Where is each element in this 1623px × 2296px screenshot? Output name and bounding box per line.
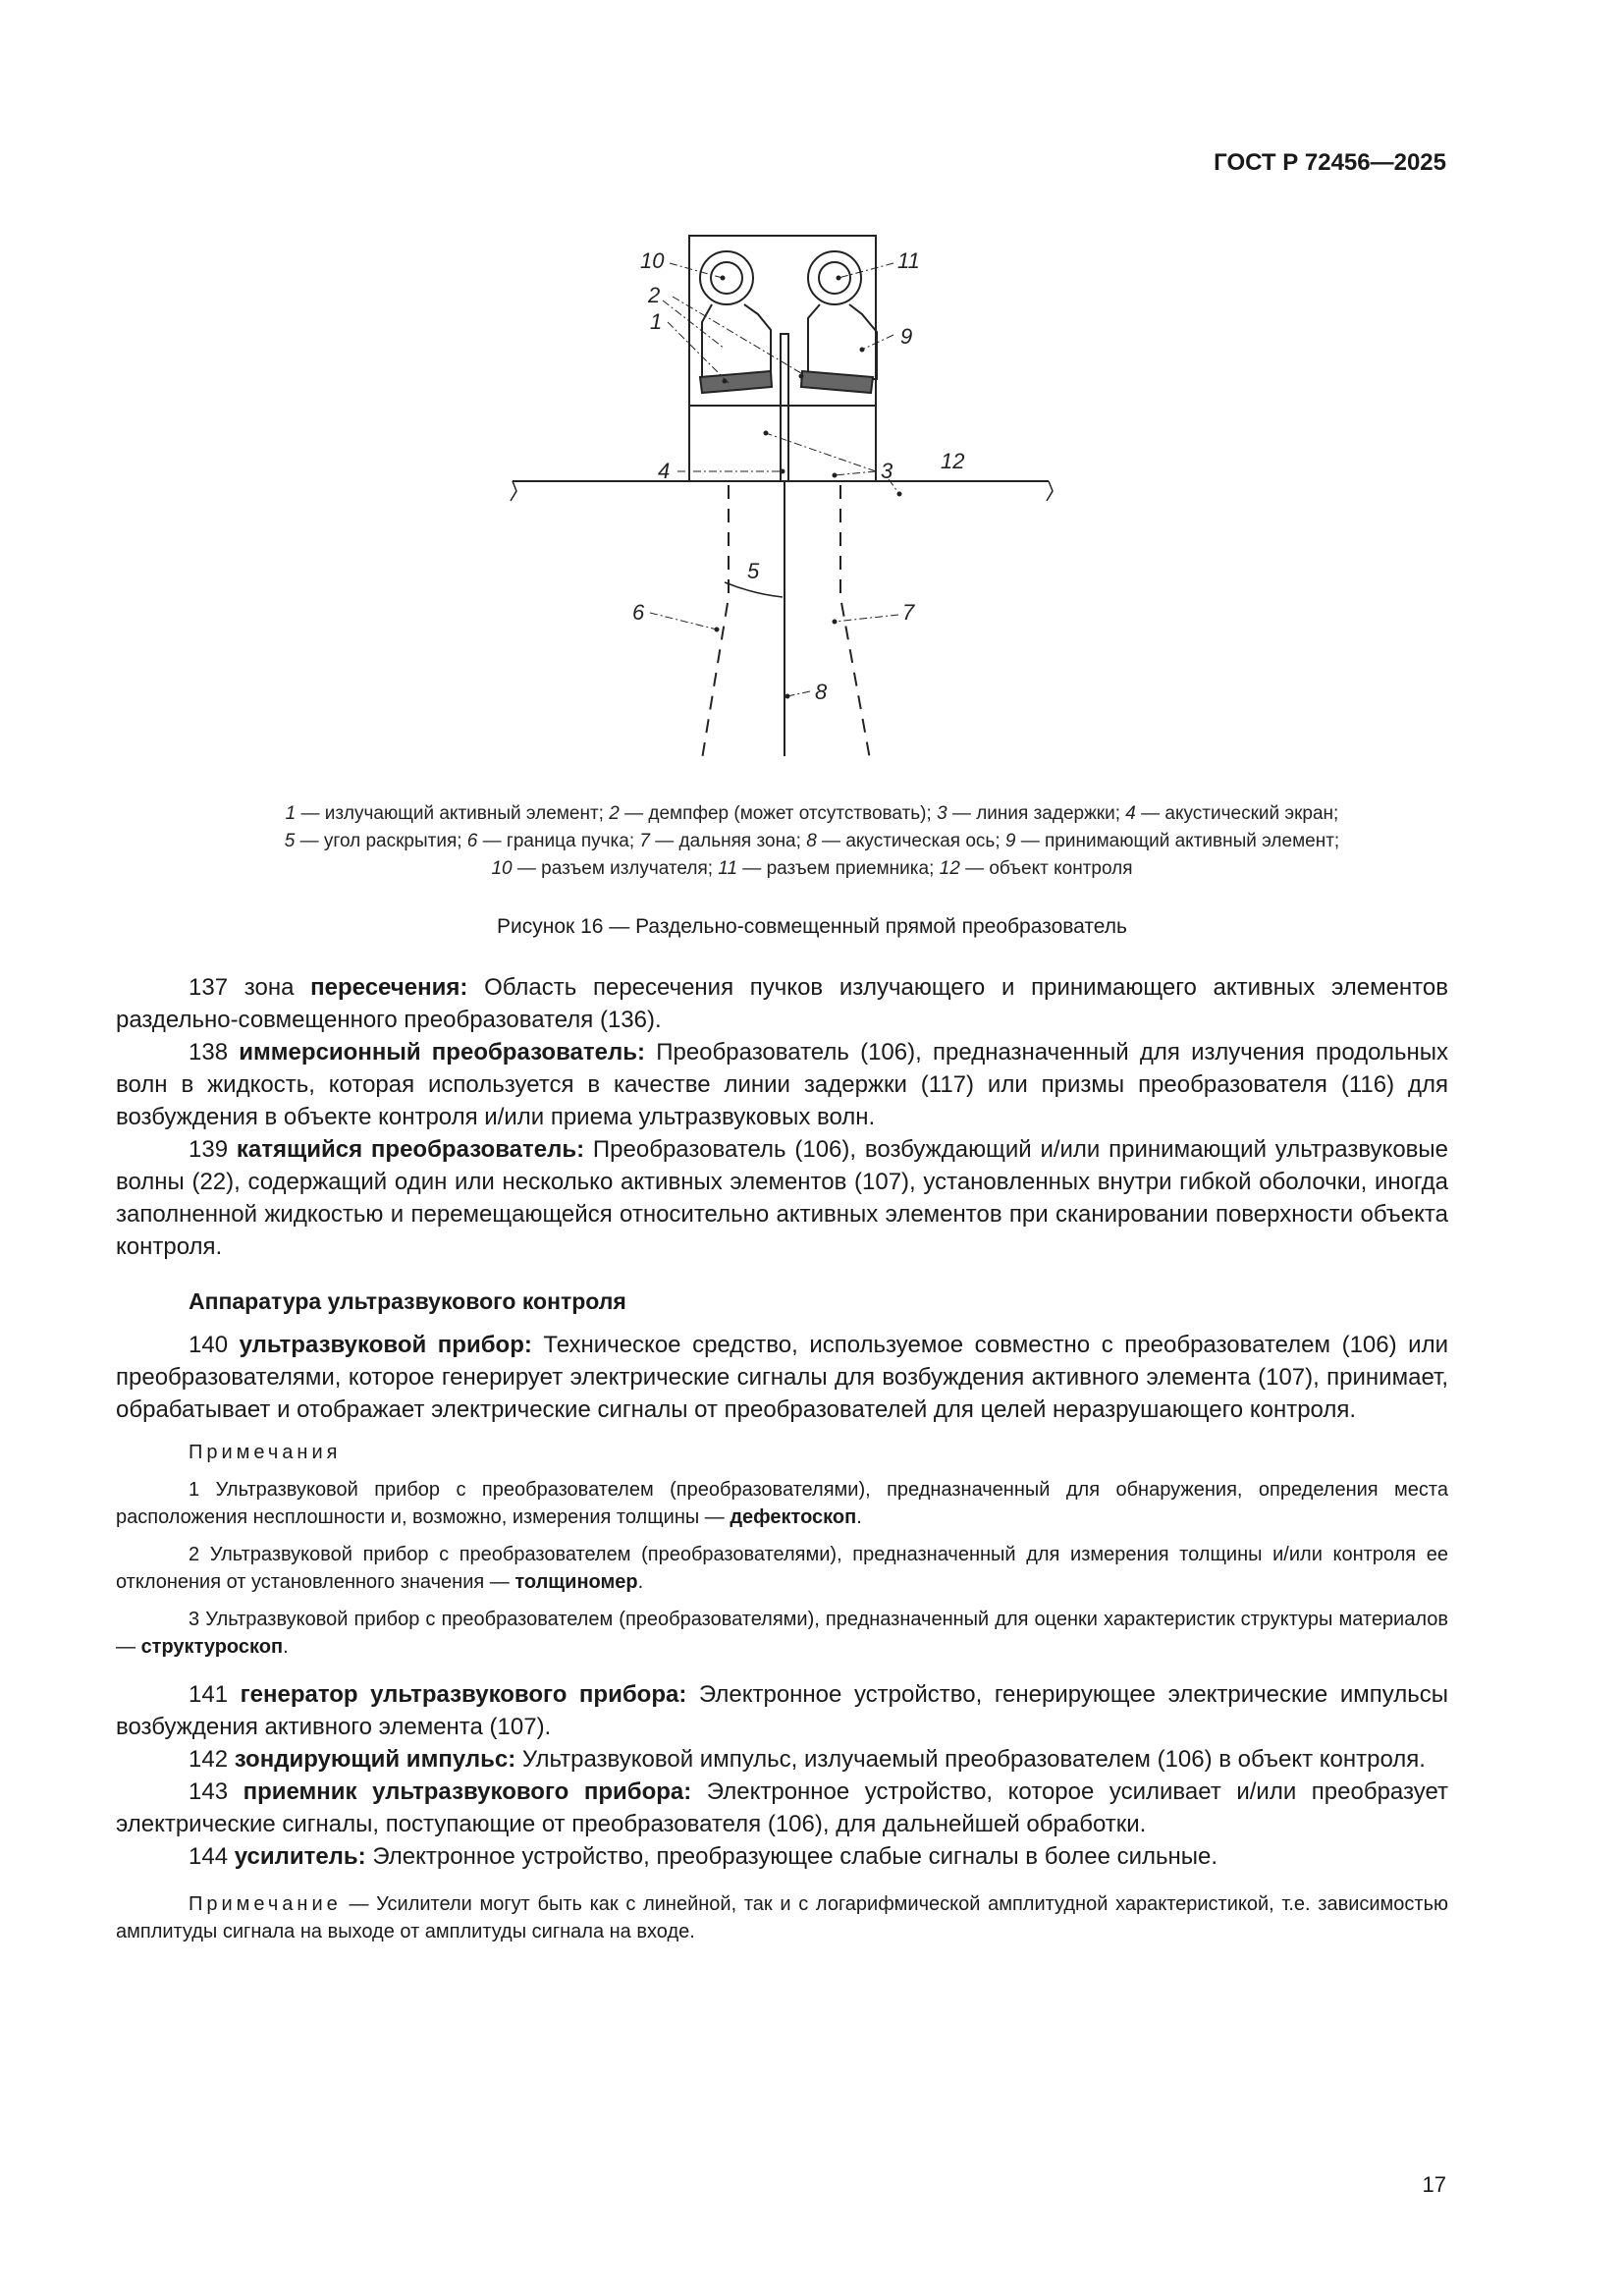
legend-text: — акустическая ось; xyxy=(816,831,1005,851)
legend-text: — линия задержки; xyxy=(947,803,1126,824)
receiver-connector xyxy=(808,251,861,304)
figure-caption: Рисунок 16 — Раздельно-совмещенный прямой преобразователь xyxy=(497,915,1127,938)
term-139 xyxy=(116,1133,1448,1263)
legend-line xyxy=(116,800,1508,828)
term-number: 139 xyxy=(189,1136,237,1163)
legend-num: 6 xyxy=(466,831,478,851)
term-definition: Преобразователь (106), возбуждающий и/или принимающий ультразвуковые волны (22), содержащий один или несколько активных элементов (107), установленных внутри гибкой оболочки, иногда заполненной жидкостью и перемещающейся относительно активных элементов при сканировании поверхности объекта контроля. xyxy=(116,1136,1449,1260)
note-end: . xyxy=(637,1571,644,1593)
legend-num: 9 xyxy=(1004,831,1016,851)
legend-text: — угол раскрытия; xyxy=(295,831,467,851)
legend-text: — акустический экран; xyxy=(1135,803,1339,824)
section-title: Аппаратура ультразвукового контроля xyxy=(189,1288,626,1314)
term-140 xyxy=(116,1329,1448,1426)
legend-text: — излучающий активный элемент; xyxy=(296,803,610,824)
label-8: 8 xyxy=(815,680,828,704)
term-name: пересечения: xyxy=(310,974,468,1001)
legend-num: 7 xyxy=(639,831,650,851)
legend-num: 5 xyxy=(284,831,296,851)
note-heading: Примечание xyxy=(189,1893,342,1915)
label-3: 3 xyxy=(881,459,893,483)
legend-text: — дальняя зона; xyxy=(649,831,807,851)
term-number: 142 xyxy=(189,1746,235,1773)
document-body xyxy=(116,971,1448,1955)
term-name: ультразвуковой прибор: xyxy=(239,1332,532,1358)
term-number: 138 xyxy=(189,1039,240,1066)
emitter-active-element xyxy=(700,371,772,393)
legend-num: 3 xyxy=(937,803,947,824)
legend-num: 12 xyxy=(939,858,960,879)
term-definition: Область пересечения пучков излучающего и принимающего активных элементов раздельно-совмещенного преобразователя (136). xyxy=(116,974,1448,1033)
legend-text: — объект контроля xyxy=(959,858,1133,879)
legend-text: — разъем излучателя; xyxy=(512,858,719,879)
notes-heading: Примечания xyxy=(189,1442,342,1463)
term-definition: Электронное устройство, которое усиливает и/или преобразует электрические сигналы, поступающие от преобразователя (106), для дальнейшей обработки. xyxy=(116,1778,1448,1837)
term-name: иммерсионный преобразователь: xyxy=(239,1039,645,1066)
angle-arc xyxy=(725,582,783,597)
note-term: дефектоскоп xyxy=(730,1506,857,1528)
legend-line xyxy=(116,828,1508,855)
legend-num: 4 xyxy=(1125,803,1136,824)
label-12: 12 xyxy=(941,449,965,473)
label-6: 6 xyxy=(632,600,645,625)
term-name: генератор ультразвукового прибора: xyxy=(240,1681,687,1708)
term-definition: Преобразователь (106), предназначенный для излучения продольных волн в жидкость, которая используется в качестве линии задержки (117) или призмы преобразователя (116) для возбуждения в объекте контроля и/или приема ультразвуковых волн. xyxy=(116,1039,1448,1130)
transducer-housing xyxy=(689,236,876,481)
note-term: структуроскоп xyxy=(140,1636,284,1658)
transducer-diagram xyxy=(501,224,1070,774)
term-138 xyxy=(116,1036,1448,1133)
label-4: 4 xyxy=(658,459,671,483)
legend-num: 10 xyxy=(491,858,513,879)
term-144 xyxy=(116,1840,1448,1873)
note-3 xyxy=(116,1606,1448,1661)
legend-text: — принимающий активный элемент; xyxy=(1015,831,1340,851)
term-name: усилитель: xyxy=(234,1843,366,1870)
label-9: 9 xyxy=(900,324,913,349)
term-name: катящийся преобразователь: xyxy=(236,1136,585,1163)
legend-num: 1 xyxy=(285,803,297,824)
page-number: 17 xyxy=(1422,2172,1446,2197)
term-number: 143 xyxy=(189,1778,243,1805)
legend-num: 8 xyxy=(806,831,817,851)
note-1 xyxy=(116,1476,1448,1531)
label-10: 10 xyxy=(640,248,665,273)
note-2 xyxy=(116,1541,1448,1596)
note-term: толщиномер xyxy=(514,1571,638,1593)
term-141 xyxy=(116,1678,1448,1743)
emitter-connector xyxy=(700,251,753,304)
receiver-body xyxy=(808,304,877,379)
term-name: зондирующий импульс: xyxy=(234,1746,516,1773)
legend-text: — демпфер (может отсутствовать); xyxy=(619,803,938,824)
label-7: 7 xyxy=(902,600,915,625)
term-definition: Электронное устройство, преобразующее слабые сигналы в более сильные. xyxy=(365,1843,1218,1870)
term-number: 137 зона xyxy=(189,974,311,1001)
note-text: 1 Ультразвуковой прибор с преобразователем (преобразователями), предназначенный для обнаружения, определения места расположения несплошности и, возможно, измерения толщины — xyxy=(116,1479,1448,1528)
label-1: 1 xyxy=(650,309,663,334)
label-11: 11 xyxy=(897,248,920,273)
note-text: — Усилители могут быть как с линейной, так и с логарифмической амплитудной характеристикой, т.е. зависимостью амплитуды сигнала на выходе от амплитуды сигнала на входе. xyxy=(116,1893,1448,1942)
note-end: . xyxy=(283,1636,289,1658)
label-2: 2 xyxy=(648,283,661,307)
term-137 xyxy=(116,971,1448,1036)
legend-text: — разъем приемника; xyxy=(737,858,940,879)
note-text: 2 Ультразвуковой прибор с преобразователем (преобразователями), предназначенный для измерения толщины и/или контроля ее отклонения от установленного значения — xyxy=(116,1544,1448,1593)
beam-boundary-right xyxy=(840,485,870,759)
term-number: 141 xyxy=(189,1681,241,1708)
note-end: . xyxy=(856,1506,862,1528)
term-number: 144 xyxy=(189,1843,235,1870)
label-5: 5 xyxy=(747,559,760,583)
legend-line xyxy=(116,855,1508,883)
legend-num: 11 xyxy=(718,858,738,879)
legend-text: — граница пучка; xyxy=(477,831,640,851)
term-143 xyxy=(116,1776,1448,1840)
term-name: приемник ультразвукового прибора: xyxy=(243,1778,692,1805)
figure-legend xyxy=(116,800,1508,883)
final-note xyxy=(116,1890,1448,1945)
term-142 xyxy=(116,1743,1448,1776)
term-definition: Электронное устройство, генерирующее электрические импульсы возбуждения активного элемента (107). xyxy=(116,1681,1448,1740)
term-number: 140 xyxy=(189,1332,240,1358)
legend-num: 2 xyxy=(609,803,620,824)
acoustic-screen xyxy=(781,334,788,481)
emitter-body xyxy=(702,304,771,379)
term-definition: Техническое средство, используемое совместно с преобразователем (106) или преобразователями, которое генерирует электрические сигналы для возбуждения активного элемента (107), принимает, обрабатывает и отображает электрические сигналы от преобразователей для целей неразрушающего контроля. xyxy=(116,1332,1448,1423)
document-code: ГОСТ Р 72456—2025 xyxy=(1214,149,1446,176)
receiver-active-element xyxy=(801,371,873,393)
figure-transducer-diagram xyxy=(501,224,1070,774)
note-text: 3 Ультразвуковой прибор с преобразователем (преобразователями), предназначенный для оценки характеристик структуры материалов — xyxy=(116,1609,1448,1658)
beam-boundary-left xyxy=(702,485,729,759)
term-definition: Ультразвуковой импульс, излучаемый преобразователем (106) в объект контроля. xyxy=(515,1746,1426,1773)
